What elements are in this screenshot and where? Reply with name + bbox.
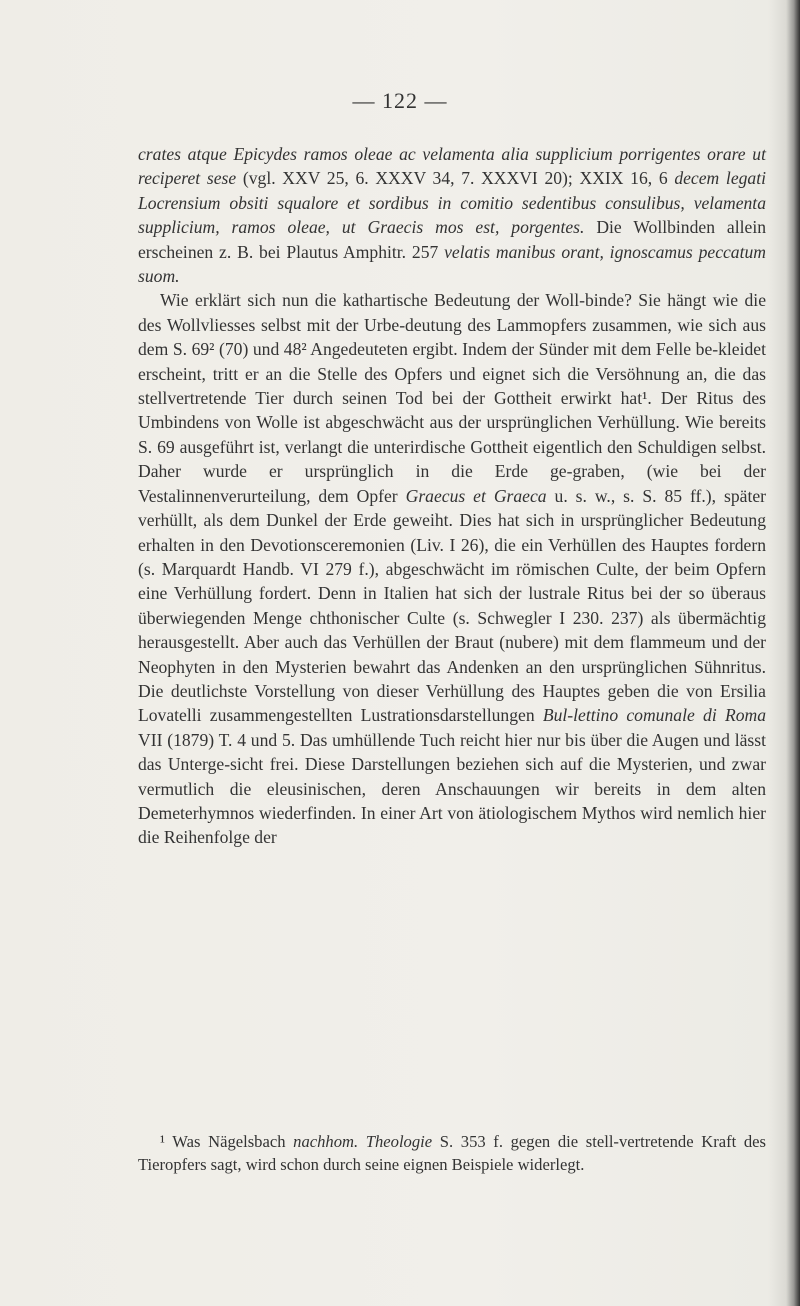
- latin-quote-3: velatis manibus orant, ignoscamus peccatum suom.: [138, 241, 766, 287]
- paragraph-2-text-b: u. s. w., s. S. 85 ff.), später verhüllt, als dem Dunkel der Erde geweiht. Dies hat sich in ursprünglicher Bedeutung erhalten in den Devotionsceremonien (Liv. I 26), die ein Verhüllen des Hauptes fordern (s. Marquardt Handb. VI 279 f.), abgeschwächt im römischen Culte, der beim Opfern eine Verhüllung fordert. Denn in Italien hat sich der lustrale Ritus bei der so überaus überwiegenden Menge chthonischer Culte (s. Schwegler I 230. 237) als übermächtig herausgestellt. Aber auch das Verhüllen der Braut (nubere) mit dem flammeum und der Neophyten in den Mysterien bewahrt das Andenken an den ursprünglichen Sühnritus. Die deutlichste Vorstellung von dieser Verhüllung des Hauptes geben die von Ersilia Lovatelli zusammengestellten Lustrationsdarstellungen: [138, 485, 767, 726]
- footnote-text-a: ¹ Was Nägelsbach: [160, 1132, 294, 1151]
- footnote-book-title: nachhom. Theologie: [293, 1132, 433, 1151]
- latin-term-graecus: Graecus et Graeca: [405, 485, 547, 506]
- paragraph-1-text-b: Die Wollbinden allein erscheinen z. B. bei Plautus Amphitr. 257: [138, 217, 767, 262]
- page-number: — 122 —: [352, 88, 448, 113]
- paragraph-2-text-a: Wie erklärt sich nun die kathartische Bedeutung der Woll-binde? Sie hängt wie die des Wollvliesses selbst mit der Urbe-deutung des Lammopfers zusammen, wie sich aus dem S. 69² (70) und 48² Angedeuteten ergibt. Indem der Sünder mit dem Felle be-kleidet erscheint, tritt er an die Stelle des Opfers und eignet sich die Versöhnung an, die das stellvertretende Tier durch seinen Tod bei der Gottheit erwirkt hat¹. Der Ritus des Umbindens von Wolle ist abgeschwächt aus der ursprünglichen Verhüllung. Wie bereits S. 69 ausgeführt ist, verlangt die unterirdische Gottheit eigentlich den Schuldigen selbst. Daher wurde er ursprünglich in die Erde ge-graben, (wie bei der Vestalinnenverurteilung, dem Opfer: [138, 290, 766, 506]
- footnote: [138, 1130, 766, 1176]
- paragraph-2: [138, 288, 766, 849]
- main-text: [138, 142, 766, 850]
- latin-quote-2: decem legati Locrensium obsiti squalore et sordibus in comitio sedentibus consulibus, velamenta supplicium, ramos oleae, ut Graecis mos est, porgentes.: [138, 168, 766, 238]
- paragraph-2-text-c: VII (1879) T. 4 und 5. Das umhüllende Tuch reicht hier nur bis über die Augen und lässt das Unterge-sicht frei. Diese Darstellungen beziehen sich auf die Mysterien, und zwar vermutlich die eleusinischen, deren Anschauungen wir bereits in dem alten Demeterhymnos wiederfinden. In einer Art von ätiologischem Mythos wird nemlich hier die Reihenfolge der: [138, 729, 766, 848]
- latin-quote-1: crates atque Epicydes ramos oleae ac velamenta alia supplicium porrigentes orare ut reciperet sese: [138, 144, 766, 189]
- journal-title: Bul-lettino comunale di Roma: [542, 705, 767, 726]
- paragraph-1: [138, 142, 766, 288]
- paragraph-1-text-a: (vgl. XXV 25, 6. XXXV 34, 7. XXXVI 20); XXIX 16, 6: [236, 168, 675, 189]
- page-edge-shadow: [786, 0, 800, 1306]
- footnote-text-b: S. 353 f. gegen die stell-vertretende Kraft des Tieropfers sagt, wird schon durch seine eignen Beispiele widerlegt.: [138, 1132, 766, 1174]
